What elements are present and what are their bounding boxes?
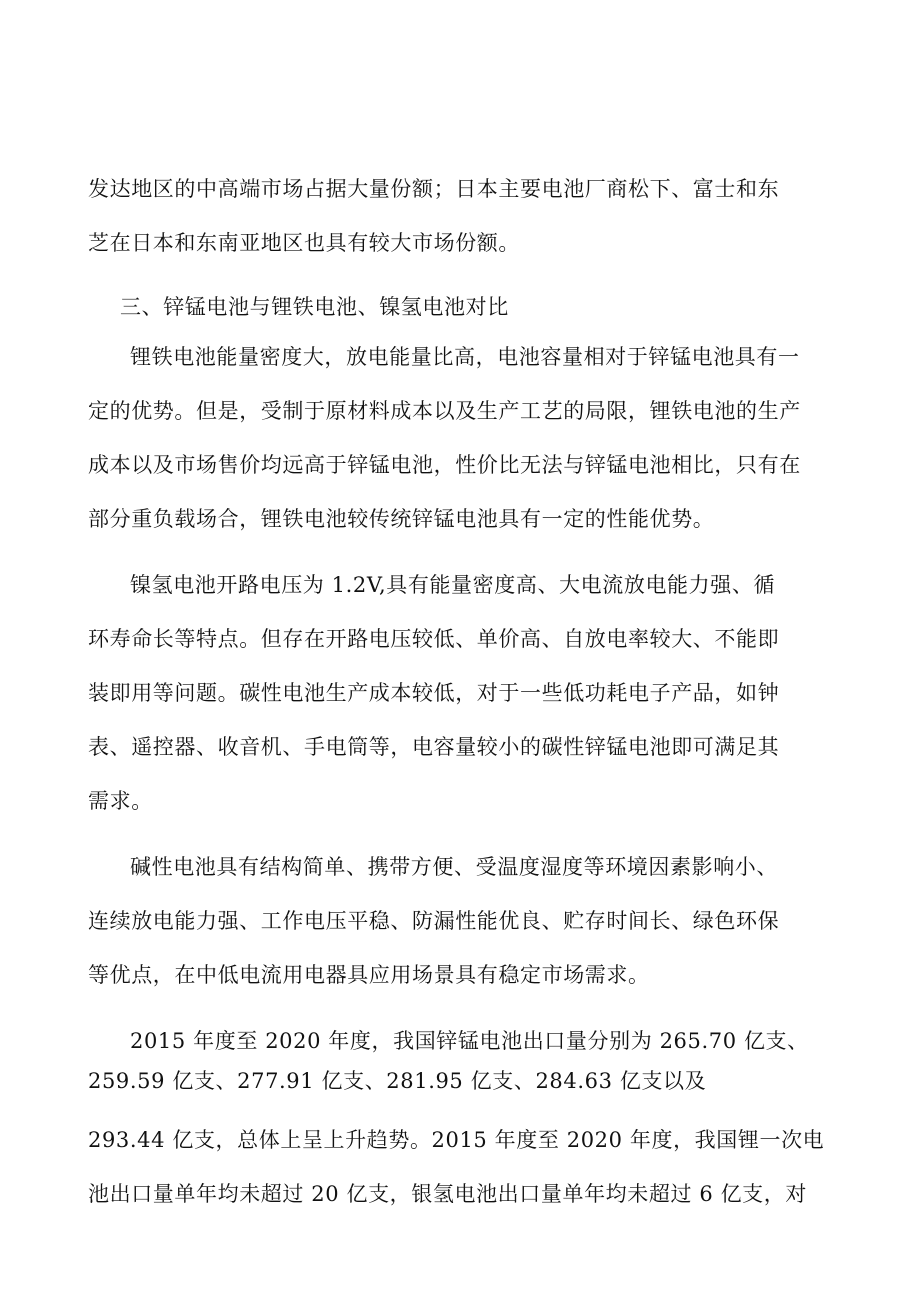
paragraph-line: 装即用等问题。碳性电池生产成本较低，对于一些低功耗电子产品，如钟 — [88, 681, 780, 705]
paragraph-line: 表、遥控器、收音机、手电筒等，电容量较小的碳性锌锰电池即可满足其 — [88, 735, 780, 759]
paragraph-line: 池出口量单年均未超过 20 亿支，银氢电池出口量单年均未超过 6 亿支，对 — [88, 1182, 807, 1206]
paragraph-line: 芝在日本和东南亚地区也具有较大市场份额。 — [88, 231, 520, 255]
paragraph-line: 环寿命长等特点。但存在开路电压较低、单价高、自放电率较大、不能即 — [88, 627, 780, 651]
paragraph-line: 镍氢电池开路电压为 1.2V,具有能量密度高、大电流放电能力强、循 — [130, 573, 776, 597]
paragraph-line: 碱性电池具有结构简单、携带方便、受温度湿度等环境因素影响小、 — [130, 855, 778, 879]
paragraph-line: 等优点，在中低电流用电器具应用场景具有稳定市场需求。 — [88, 963, 650, 987]
paragraph-line: 需求。 — [88, 789, 153, 813]
paragraph-line: 部分重负载场合，锂铁电池较传统锌锰电池具有一定的性能优势。 — [88, 507, 715, 531]
paragraph-line: 锂铁电池能量密度大，放电能量比高，电池容量相对于锌锰电池具有一 — [130, 345, 800, 369]
paragraph-line: 293.44 亿支，总体上呈上升趋势。2015 年度至 2020 年度，我国锂一次电 — [88, 1128, 825, 1152]
section-heading: 三、锌锰电池与锂铁电池、镍氢电池对比 — [120, 295, 509, 319]
paragraph-line: 259.59 亿支、277.91 亿支、281.95 亿支、284.63 亿支以及 — [88, 1069, 707, 1093]
paragraph-line: 发达地区的中高端市场占据大量份额；日本主要电池厂商松下、富士和东 — [88, 177, 780, 201]
paragraph-line: 定的优势。但是，受制于原材料成本以及生产工艺的局限，锂铁电池的生产 — [88, 399, 801, 423]
paragraph-line: 2015 年度至 2020 年度，我国锌锰电池出口量分别为 265.70 亿支、 — [130, 1029, 809, 1053]
paragraph-line: 连续放电能力强、工作电压平稳、防漏性能优良、贮存时间长、绿色环保 — [88, 909, 780, 933]
paragraph-line: 成本以及市场售价均远高于锌锰电池，性价比无法与锌锰电池相比，只有在 — [88, 453, 801, 477]
